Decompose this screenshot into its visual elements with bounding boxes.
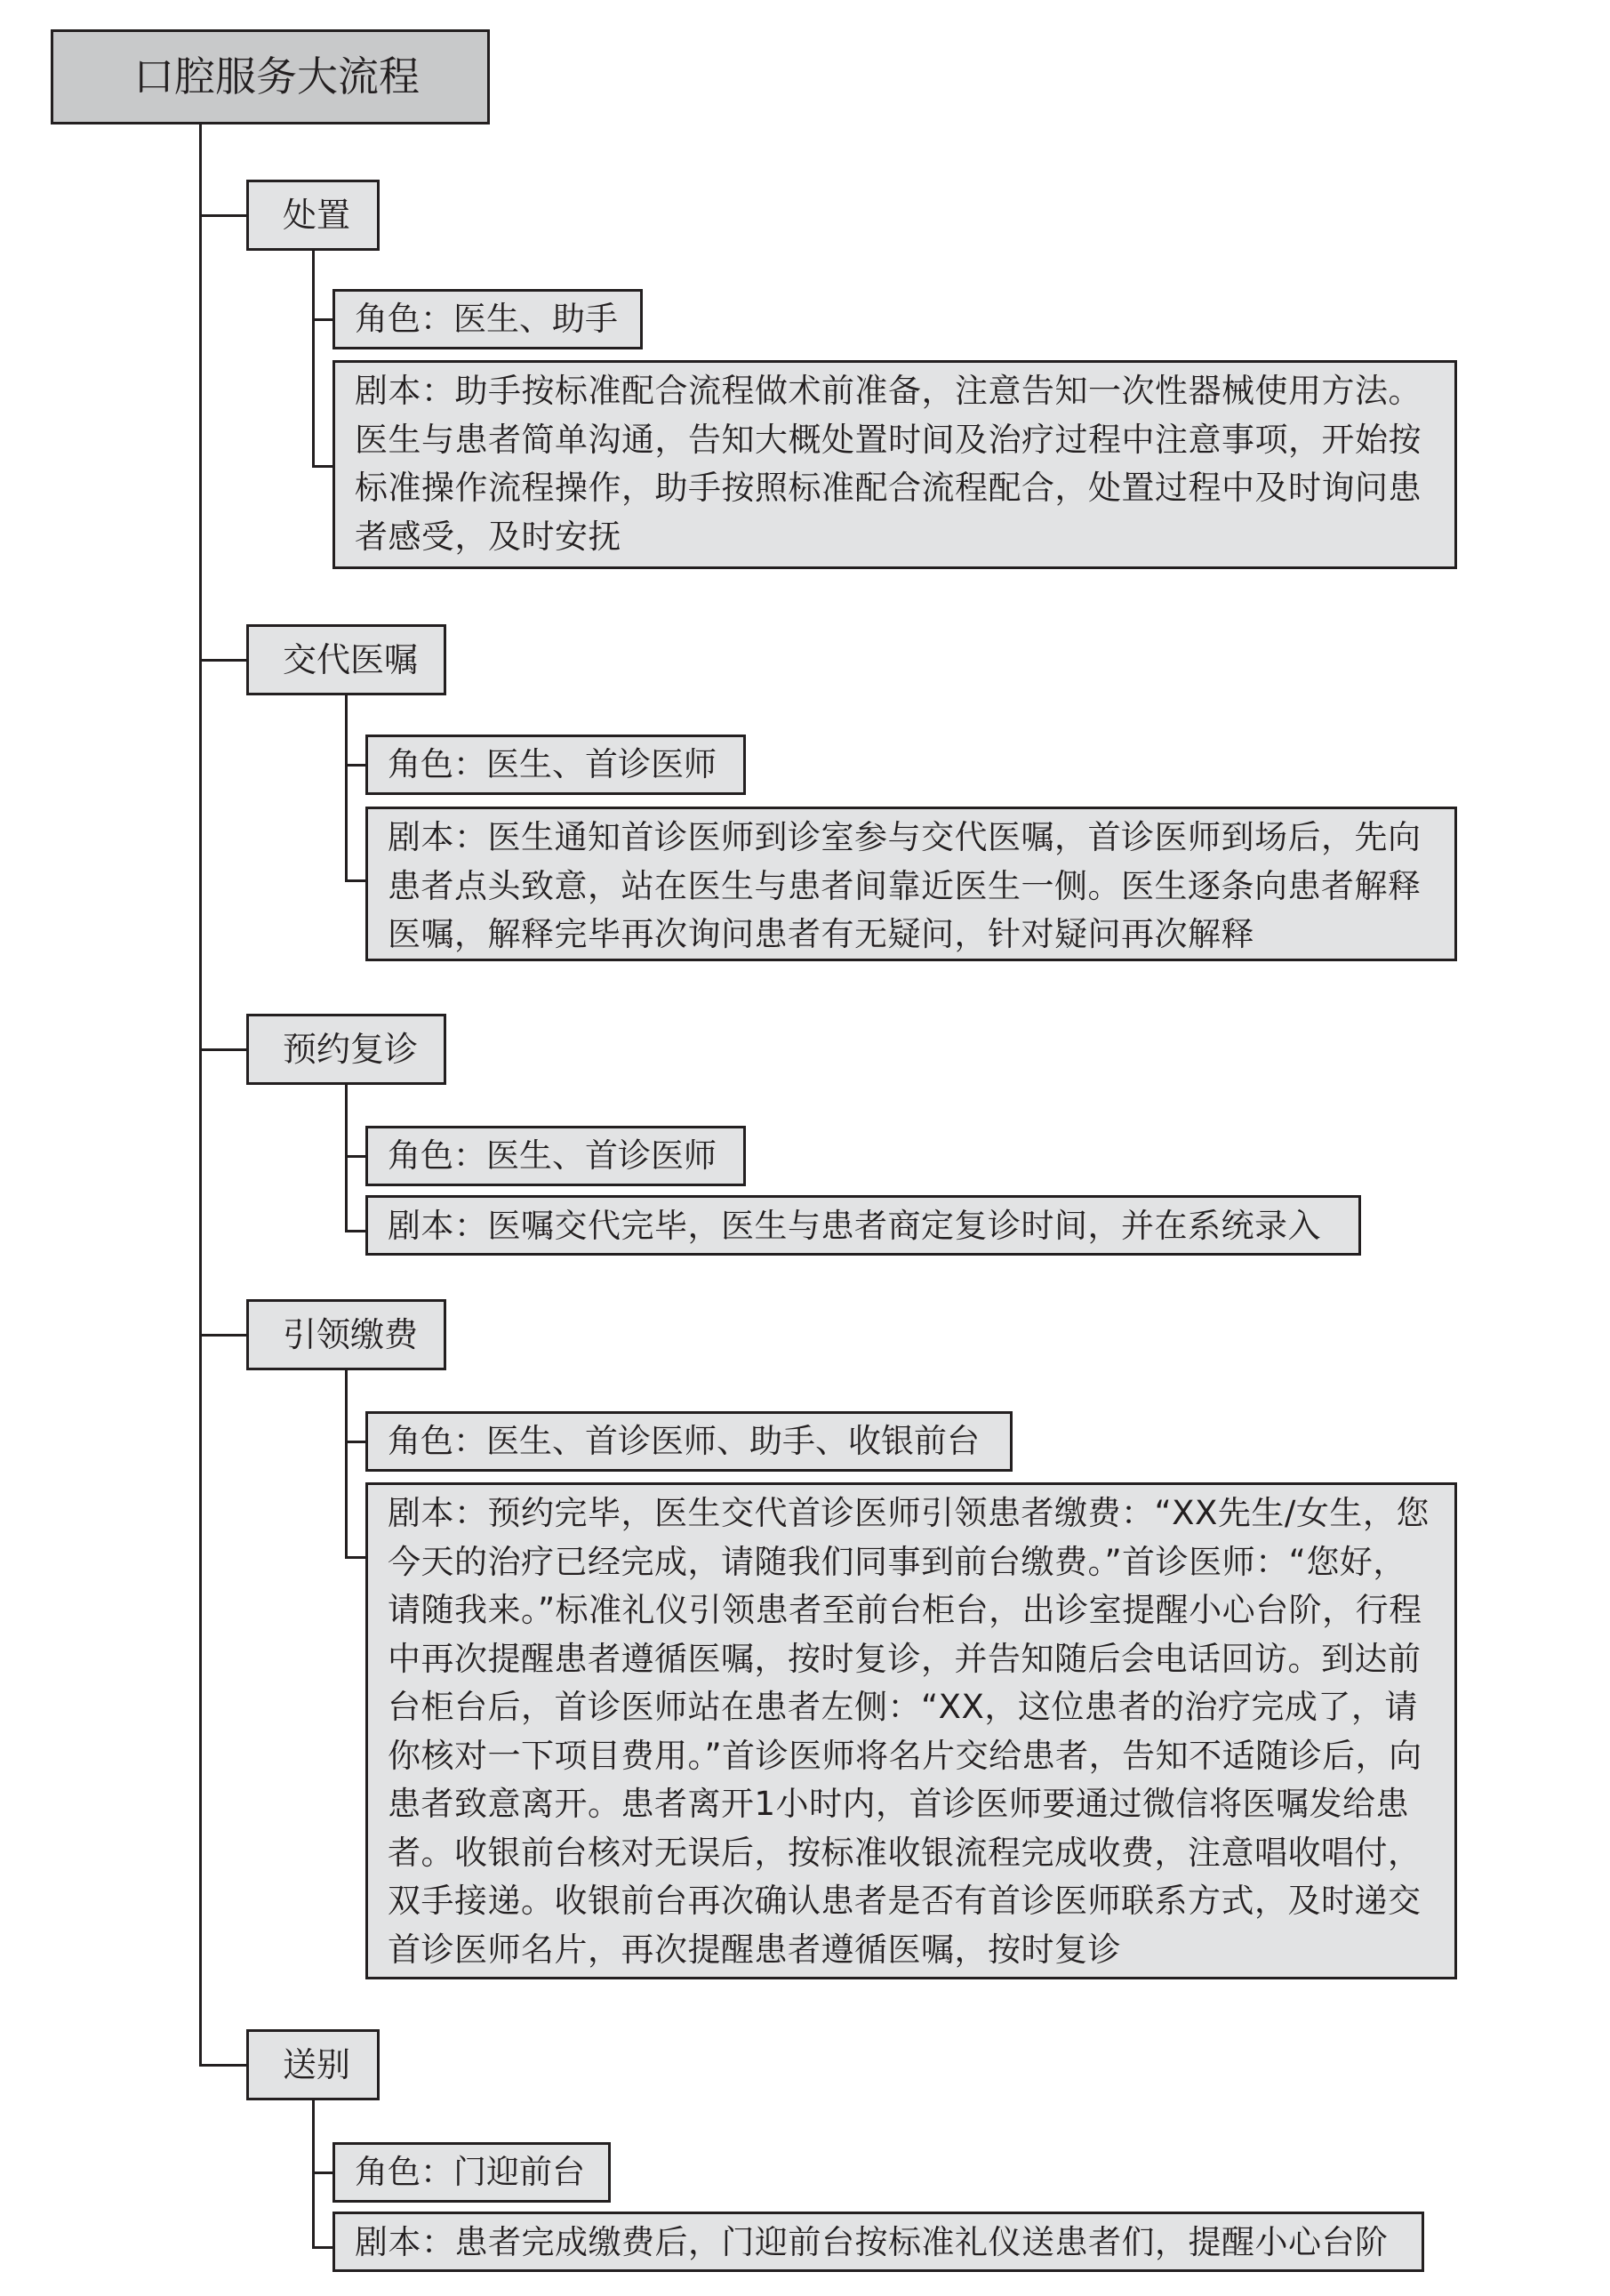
sub-branch-line (312, 318, 334, 321)
sub-branch-line (312, 2172, 334, 2174)
sub-branch-line (345, 764, 367, 767)
role-box: 角色：医生、助手 (332, 289, 643, 349)
step-node: 交代医嘱 (246, 624, 446, 695)
script-box: 剧本：助手按标准配合流程做术前准备，注意告知一次性器械使用方法。医生与患者简单沟通，告知大概处置时间及治疗过程中注意事项，开始按标准操作流程操作，助手按照标准配合流程配合，处置过程中及时询问患者感受，及时安抚 (332, 360, 1457, 569)
sub-branch-line (345, 1441, 367, 1443)
sub-branch-line (312, 2246, 334, 2249)
sub-trunk-line (345, 695, 348, 881)
sub-trunk-line (345, 1370, 348, 1558)
script-box: 剧本：预约完毕，医生交代首诊医师引领患者缴费：“XX先生/女生，您今天的治疗已经完成，请随我们同事到前台缴费。”首诊医师：“您好，请随我来。”标准礼仪引领患者至前台柜台，出诊室提醒小心台阶，行程中再次提醒患者遵循医嘱，按时复诊，并告知随后会电话回访。到达前台柜台后，首诊医师站在患者左侧：“XX，这位患者的治疗完成了，请你核对一下项目费用。”首诊医师将名片交给患者，告知不适随诊后，向患者致意离开。患者离开1小时内，首诊医师要通过微信将医嘱发给患者。收银前台核对无误后，按标准收银流程完成收费，注意唱收唱付，双手接递。收银前台再次确认患者是否有首诊医师联系方式，及时递交首诊医师名片，再次提醒患者遵循医嘱，按时复诊 (365, 1482, 1457, 1979)
branch-line (199, 2064, 247, 2067)
script-box: 剧本：患者完成缴费后，门迎前台按标准礼仪送患者们，提醒小心台阶 (332, 2212, 1424, 2272)
branch-line (199, 659, 247, 662)
branch-line (199, 214, 247, 217)
sub-trunk-line (312, 251, 315, 467)
sub-trunk-line (345, 1085, 348, 1232)
sub-branch-line (345, 1230, 367, 1232)
role-box: 角色：医生、首诊医师、助手、收银前台 (365, 1411, 1013, 1472)
role-box: 角色：医生、首诊医师 (365, 735, 746, 795)
main-trunk-line (199, 124, 202, 2065)
sub-branch-line (345, 1155, 367, 1158)
sub-trunk-line (312, 2100, 315, 2248)
flow-title: 口腔服务大流程 (51, 29, 490, 124)
role-box: 角色：门迎前台 (332, 2142, 611, 2203)
branch-line (199, 1334, 247, 1337)
sub-branch-line (345, 1556, 367, 1559)
step-node: 送别 (246, 2029, 380, 2100)
step-node: 处置 (246, 180, 380, 251)
role-box: 角色：医生、首诊医师 (365, 1126, 746, 1186)
step-node: 预约复诊 (246, 1014, 446, 1085)
script-box: 剧本：医嘱交代完毕，医生与患者商定复诊时间，并在系统录入 (365, 1195, 1361, 1256)
step-node: 引领缴费 (246, 1299, 446, 1370)
sub-branch-line (345, 879, 367, 882)
sub-branch-line (312, 465, 334, 468)
script-box: 剧本：医生通知首诊医师到诊室参与交代医嘱，首诊医师到场后，先向患者点头致意，站在医生与患者间靠近医生一侧。医生逐条向患者解释医嘱，解释完毕再次询问患者有无疑问，针对疑问再次解释 (365, 807, 1457, 961)
branch-line (199, 1048, 247, 1051)
